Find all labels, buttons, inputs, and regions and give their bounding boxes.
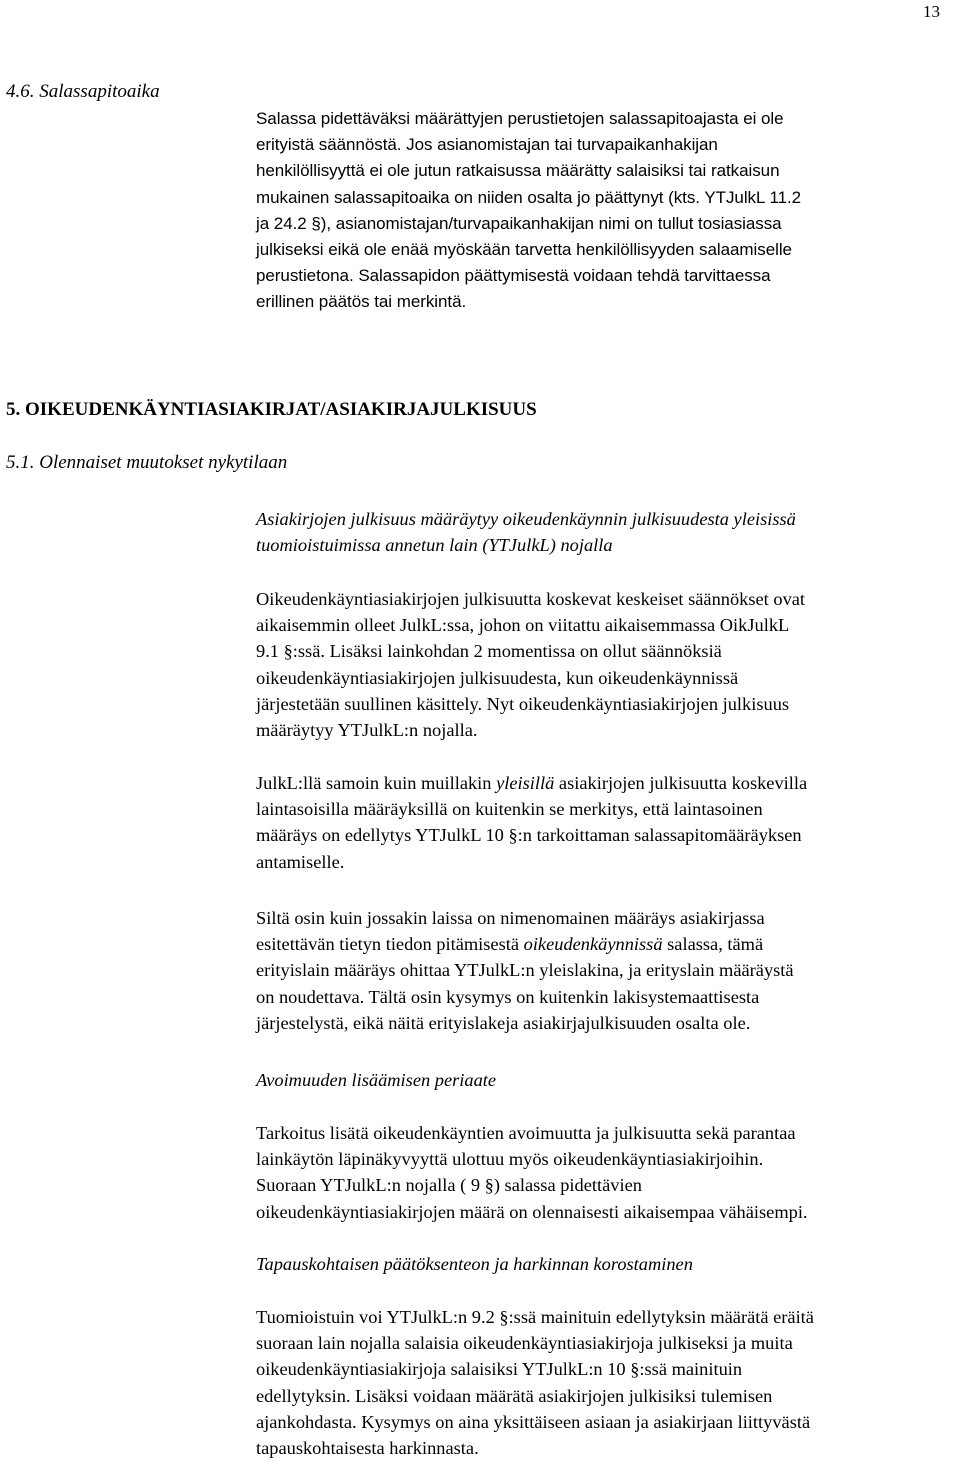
subheading-tapauskohtainen: Tapauskohtaisen päätöksenteon ja harkinnan korostaminen	[256, 1254, 693, 1274]
text-line: määräys on edellytys YTJulkL 10 §:n tarkoittaman salassapitomääräyksen	[256, 825, 802, 846]
text-line: määräytyy YTJulkL:n nojalla.	[256, 720, 478, 741]
text-line: Salassa pidettäväksi määrättyjen perustietojen salassapitoajasta ei ole	[256, 109, 784, 128]
section-heading-5: 5. OIKEUDENKÄYNTIASIAKIRJAT/ASIAKIRJAJULKISUUS	[6, 399, 537, 420]
text-line: Oikeudenkäyntiasiakirjojen julkisuutta koskevat keskeiset säännökset ovat	[256, 589, 806, 609]
paragraph-avoimuus	[256, 1120, 956, 1225]
paragraph-julkl-merkitys	[256, 770, 956, 875]
text-line: lainkäytön läpinäkyvyyttä ulottuu myös oikeudenkäyntiasiakirjoihin.	[256, 1149, 764, 1170]
text-fragment: asiakirjojen julkisuutta koskevilla	[554, 773, 808, 793]
text-line: järjestelystä, eikä näitä erityislakeja asiakirjajulkisuuden osalta ole.	[256, 1012, 751, 1033]
text-line: ja 24.2 §), asianomistajan/turvapaikanhakijan nimi on tullut tosiasiassa	[256, 213, 782, 233]
text-line: Tuomioistuin voi YTJulkL:n 9.2 §:ssä mainituin edellytyksin määrätä eräitä	[256, 1307, 814, 1327]
paragraph-erityislaki	[256, 905, 956, 1036]
text-line: Suoraan YTJulkL:n nojalla ( 9 §) salassa pidettävien	[256, 1175, 642, 1196]
text-line: henkilöllisyyttä ei ole jutun ratkaisussa määrätty salaisiksi tai ratkaisun	[256, 161, 780, 181]
text-line: antamiselle.	[256, 851, 345, 872]
text-line: oikeudenkäyntiasiakirjoja salaisiksi YTJulkL:n 10 §:ssä mainituin	[256, 1359, 743, 1380]
text-line: aikaisemmin olleet JulkL:ssa, johon on viitattu aikaisemmassa OikJulkL	[256, 615, 790, 636]
paragraph-julkisuus-saannokset	[256, 586, 956, 743]
text-fragment: salassa, tämä	[662, 934, 764, 955]
text-line: erityislain määräys ohittaa YTJulkL:n yleislakina, ja erityslain määräystä	[256, 960, 794, 981]
text-line: erillinen päätös tai merkintä.	[256, 292, 467, 312]
text-line: järjestetään suullinen käsittely. Nyt oikeudenkäyntiasiakirjojen julkisuus	[256, 693, 790, 714]
section-heading-5-1: 5.1. Olennaiset muutokset nykytilaan	[6, 452, 288, 473]
text-line: tuomioistuimissa annetun lain (YTJulkL) nojalla	[256, 535, 613, 556]
text-line: oikeudenkäyntiasiakirjojen julkisuudesta, kun oikeudenkäynnissä	[256, 667, 739, 688]
page-number: 13	[923, 2, 940, 21]
text-line: 9.1 §:ssä. Lisäksi lainkohdan 2 momentissa on ollut säännöksiä	[256, 641, 722, 662]
text-line: suoraan lain nojalla salaisia oikeudenkäyntiasiakirjoja julkiseksi ja muita	[256, 1333, 793, 1354]
emphasis-text: oikeudenkäynnissä	[523, 934, 663, 955]
text-line: perustietona. Salassapidon päättymisestä voidaan tehdä tarvittaessa	[256, 266, 771, 286]
emphasis-text: yleisillä	[496, 773, 555, 793]
section-heading-4-6: 4.6. Salassapitoaika	[6, 81, 160, 102]
text-line: edellytyksin. Lisäksi voidaan määrätä asiakirjojen julkisiksi tulemisen	[256, 1385, 773, 1406]
text-fragment: JulkL:llä samoin kuin muillakin	[256, 773, 497, 793]
text-fragment: esitettävän tietyn tiedon pitämisestä	[256, 934, 524, 955]
paragraph-tapauskohtainen	[256, 1304, 956, 1461]
text-line: erityistä säännöstä. Jos asianomistajan tai turvapaikanhakijan	[256, 135, 718, 155]
text-line: Siltä osin kuin jossakin laissa on nimenomainen määräys asiakirjassa	[256, 908, 765, 928]
text-line	[256, 931, 956, 957]
paragraph-salassapitoaika	[256, 106, 956, 316]
text-line: ajankohdasta. Kysymys on aina yksittäiseen asiaan ja asiakirjaan liittyvästä	[256, 1411, 811, 1432]
text-line: mukainen salassapitoaika on niiden osalta jo päättynyt (kts. YTJulkL 11.2	[256, 187, 802, 207]
text-line: tapauskohtaisesta harkinnasta.	[256, 1438, 479, 1459]
paragraph-intro	[256, 506, 956, 558]
text-line: julkiseksi eikä ole enää myöskään tarvetta henkilöllisyyden salaamiselle	[256, 240, 792, 260]
subheading-avoimuus: Avoimuuden lisäämisen periaate	[256, 1070, 497, 1090]
text-line: Asiakirjojen julkisuus määräytyy oikeudenkäynnin julkisuudesta yleisissä	[256, 509, 796, 529]
text-line: oikeudenkäyntiasiakirjojen määrä on olennaisesti aikaisempaa vähäisempi.	[256, 1201, 808, 1222]
text-line: on noudettava. Tältä osin kysymys on kuitenkin lakisystemaattisesta	[256, 986, 760, 1007]
text-line: Tarkoitus lisätä oikeudenkäyntien avoimuutta ja julkisuutta sekä parantaa	[256, 1123, 796, 1143]
text-line	[256, 770, 956, 796]
text-line: laintasoisilla määräyksillä on kuitenkin se merkitys, että laintasoinen	[256, 799, 763, 820]
